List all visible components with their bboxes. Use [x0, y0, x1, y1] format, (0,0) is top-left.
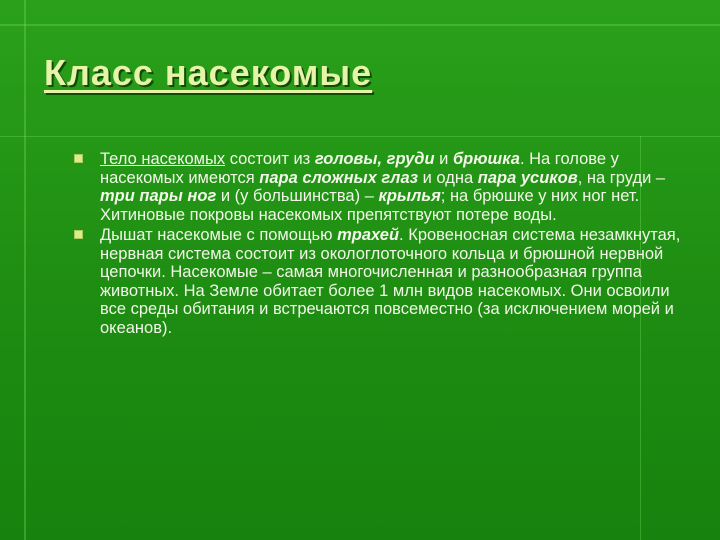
bullet-segment: брюшка	[452, 150, 520, 168]
slide-title: Класс насекомые	[44, 52, 373, 93]
bullet-segment: Дышат насекомые с помощью	[100, 226, 338, 244]
decor-line-mid	[0, 136, 720, 137]
bullet-segment: головы, груди	[314, 150, 435, 168]
bullet-segment: и одна	[418, 168, 478, 187]
decor-line-left	[24, 0, 26, 540]
bullet-segment: пара сложных глаз	[259, 168, 419, 187]
bullet-item	[74, 150, 684, 224]
bullet-segment: три пары ног	[100, 187, 217, 205]
bullet-segment: Тело насекомых	[100, 150, 226, 168]
bullet-segment: ; на брюшке у них ног нет. Хитиновые покровы насекомых препятствуют потере воды.	[100, 187, 640, 224]
bullet-segment: состоит из	[225, 150, 315, 168]
bullet-segment: крылья	[378, 187, 441, 205]
decor-line-top	[0, 24, 720, 26]
square-bullet-icon	[74, 230, 83, 239]
bullet-segment: , на груди –	[577, 168, 666, 187]
bullet-segment: и	[434, 150, 453, 168]
bullet-segment: трахей	[337, 226, 400, 244]
square-bullet-icon	[74, 154, 83, 163]
bullet-segment: . Кровеносная система незамкнутая, нервная система состоит из окологлоточного кольца и брюшной нервной цепочки. Насекомые – самая многочисленная и разнообразная группа животных. На Земле обитает более 1 млн видов насекомых. Они освоили все среды обитания и встречаются повсеместно (за исключением морей и океанов).	[100, 226, 681, 337]
bullet-list	[74, 150, 684, 339]
bullet-segment: и (у большинства) –	[216, 187, 379, 205]
bullet-segment: пара усиков	[477, 168, 578, 187]
bullet-item	[74, 226, 684, 337]
bullet-segment: . На голове у насекомых имеются	[100, 150, 619, 187]
